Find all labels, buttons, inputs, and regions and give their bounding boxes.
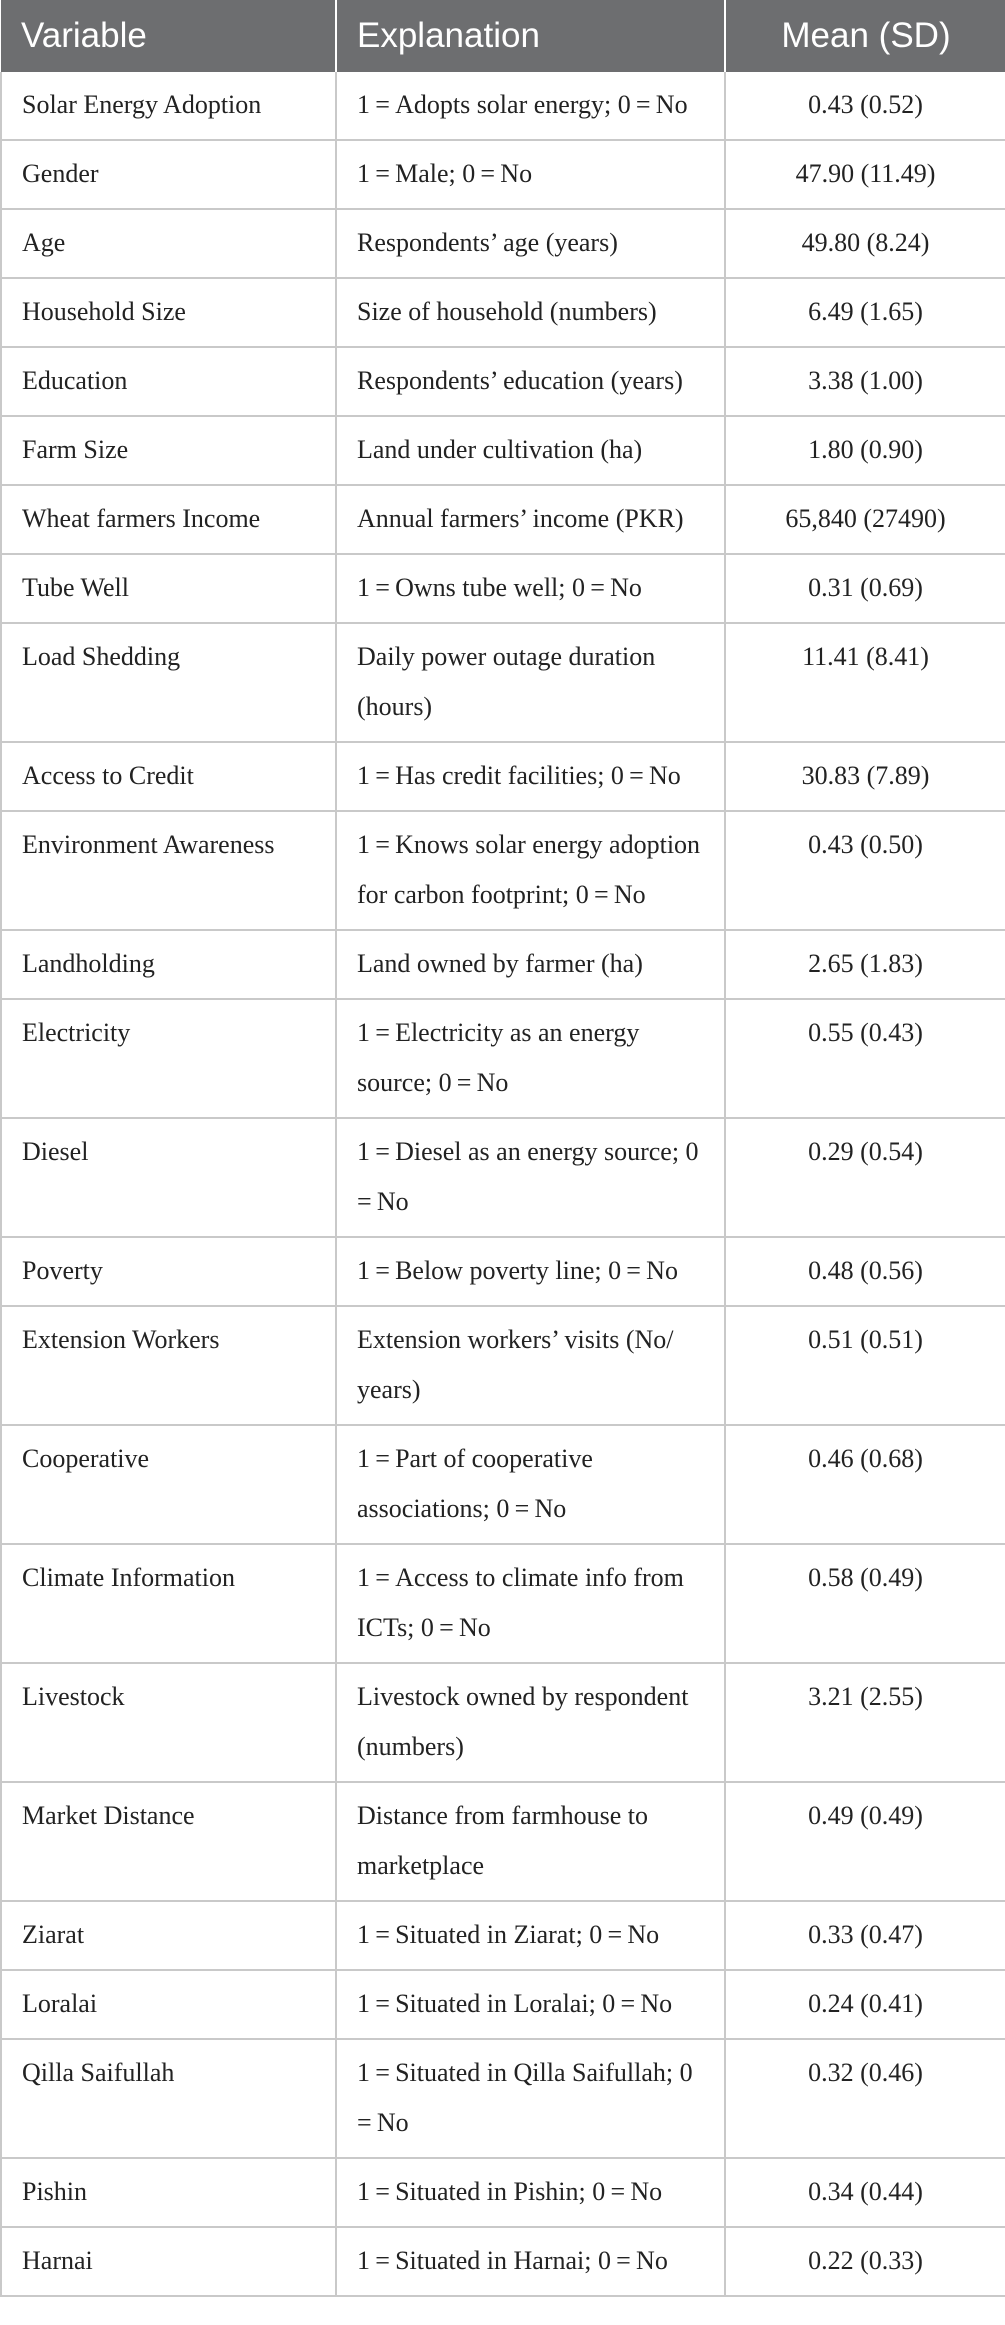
header-row	[1, 0, 1005, 72]
table-row	[1, 742, 1005, 811]
cell-variable: Load Shedding	[1, 623, 336, 742]
cell-variable: Climate Information	[1, 1544, 336, 1663]
cell-mean-sd: 0.32 (0.46)	[725, 2039, 1005, 2158]
header-variable: Variable	[1, 0, 336, 72]
cell-explanation: 1 = Has credit facilities; 0 = No	[336, 742, 725, 811]
table-row	[1, 72, 1005, 140]
cell-explanation: Extension workers’ visits (No/ years)	[336, 1306, 725, 1425]
cell-variable: Loralai	[1, 1970, 336, 2039]
cell-mean-sd: 65,840 (27490)	[725, 485, 1005, 554]
cell-explanation: Land under cultivation (ha)	[336, 416, 725, 485]
cell-explanation: 1 = Knows solar energy adoption for carbon footprint; 0 = No	[336, 811, 725, 930]
cell-explanation: 1 = Part of cooperative associations; 0 = No	[336, 1425, 725, 1544]
cell-mean-sd: 0.22 (0.33)	[725, 2227, 1005, 2296]
cell-mean-sd: 49.80 (8.24)	[725, 209, 1005, 278]
table-row	[1, 554, 1005, 623]
cell-mean-sd: 0.34 (0.44)	[725, 2158, 1005, 2227]
table-row	[1, 1425, 1005, 1544]
table-body	[1, 72, 1005, 2296]
table-header	[1, 0, 1005, 72]
cell-variable: Harnai	[1, 2227, 336, 2296]
table-row	[1, 2227, 1005, 2296]
cell-explanation: 1 = Below poverty line; 0 = No	[336, 1237, 725, 1306]
cell-explanation: 1 = Owns tube well; 0 = No	[336, 554, 725, 623]
header-explanation: Explanation	[336, 0, 725, 72]
cell-explanation: 1 = Adopts solar energy; 0 = No	[336, 72, 725, 140]
cell-mean-sd: 6.49 (1.65)	[725, 278, 1005, 347]
table-row	[1, 1237, 1005, 1306]
cell-explanation: 1 = Situated in Qilla Saifullah; 0 = No	[336, 2039, 725, 2158]
cell-variable: Electricity	[1, 999, 336, 1118]
cell-variable: Extension Workers	[1, 1306, 336, 1425]
cell-mean-sd: 2.65 (1.83)	[725, 930, 1005, 999]
cell-variable: Livestock	[1, 1663, 336, 1782]
cell-variable: Poverty	[1, 1237, 336, 1306]
cell-explanation: 1 = Situated in Harnai; 0 = No	[336, 2227, 725, 2296]
table-row	[1, 347, 1005, 416]
table-row	[1, 416, 1005, 485]
table-row	[1, 1663, 1005, 1782]
cell-mean-sd: 0.43 (0.50)	[725, 811, 1005, 930]
cell-mean-sd: 0.29 (0.54)	[725, 1118, 1005, 1237]
cell-variable: Landholding	[1, 930, 336, 999]
cell-mean-sd: 0.43 (0.52)	[725, 72, 1005, 140]
cell-mean-sd: 0.55 (0.43)	[725, 999, 1005, 1118]
cell-explanation: Livestock owned by respondent (numbers)	[336, 1663, 725, 1782]
cell-mean-sd: 0.46 (0.68)	[725, 1425, 1005, 1544]
cell-variable: Pishin	[1, 2158, 336, 2227]
cell-explanation: 1 = Male; 0 = No	[336, 140, 725, 209]
cell-variable: Age	[1, 209, 336, 278]
cell-mean-sd: 30.83 (7.89)	[725, 742, 1005, 811]
cell-explanation: Land owned by farmer (ha)	[336, 930, 725, 999]
cell-variable: Environment Awareness	[1, 811, 336, 930]
cell-mean-sd: 0.48 (0.56)	[725, 1237, 1005, 1306]
cell-mean-sd: 0.58 (0.49)	[725, 1544, 1005, 1663]
table-row	[1, 1118, 1005, 1237]
cell-variable: Ziarat	[1, 1901, 336, 1970]
cell-mean-sd: 11.41 (8.41)	[725, 623, 1005, 742]
table-row	[1, 1306, 1005, 1425]
table-row	[1, 811, 1005, 930]
cell-mean-sd: 3.21 (2.55)	[725, 1663, 1005, 1782]
cell-explanation: Respondents’ education (years)	[336, 347, 725, 416]
table-row	[1, 1544, 1005, 1663]
table-row	[1, 278, 1005, 347]
cell-explanation: Size of household (numbers)	[336, 278, 725, 347]
cell-mean-sd: 1.80 (0.90)	[725, 416, 1005, 485]
cell-explanation: 1 = Electricity as an energy source; 0 = No	[336, 999, 725, 1118]
table-row	[1, 1782, 1005, 1901]
cell-variable: Solar Energy Adoption	[1, 72, 336, 140]
table-row	[1, 1970, 1005, 2039]
cell-explanation: Distance from farmhouse to marketplace	[336, 1782, 725, 1901]
cell-mean-sd: 0.33 (0.47)	[725, 1901, 1005, 1970]
cell-mean-sd: 0.24 (0.41)	[725, 1970, 1005, 2039]
cell-explanation: Daily power outage duration (hours)	[336, 623, 725, 742]
cell-variable: Access to Credit	[1, 742, 336, 811]
table-row	[1, 485, 1005, 554]
cell-variable: Tube Well	[1, 554, 336, 623]
table-row	[1, 930, 1005, 999]
cell-explanation: 1 = Access to climate info from ICTs; 0 = No	[336, 1544, 725, 1663]
cell-explanation: 1 = Diesel as an energy source; 0 = No	[336, 1118, 725, 1237]
cell-explanation: 1 = Situated in Ziarat; 0 = No	[336, 1901, 725, 1970]
cell-variable: Qilla Saifullah	[1, 2039, 336, 2158]
table-row	[1, 623, 1005, 742]
table-row	[1, 999, 1005, 1118]
cell-mean-sd: 0.31 (0.69)	[725, 554, 1005, 623]
cell-explanation: Annual farmers’ income (PKR)	[336, 485, 725, 554]
cell-variable: Diesel	[1, 1118, 336, 1237]
table-row	[1, 2039, 1005, 2158]
cell-explanation: Respondents’ age (years)	[336, 209, 725, 278]
cell-mean-sd: 3.38 (1.00)	[725, 347, 1005, 416]
header-mean-sd: Mean (SD)	[725, 0, 1005, 72]
cell-explanation: 1 = Situated in Pishin; 0 = No	[336, 2158, 725, 2227]
cell-variable: Gender	[1, 140, 336, 209]
cell-variable: Farm Size	[1, 416, 336, 485]
cell-explanation: 1 = Situated in Loralai; 0 = No	[336, 1970, 725, 2039]
cell-variable: Wheat farmers Income	[1, 485, 336, 554]
cell-variable: Market Distance	[1, 1782, 336, 1901]
cell-mean-sd: 0.51 (0.51)	[725, 1306, 1005, 1425]
table-row	[1, 209, 1005, 278]
table-row	[1, 1901, 1005, 1970]
cell-variable: Household Size	[1, 278, 336, 347]
cell-mean-sd: 47.90 (11.49)	[725, 140, 1005, 209]
table-row	[1, 140, 1005, 209]
table-row	[1, 2158, 1005, 2227]
cell-variable: Education	[1, 347, 336, 416]
cell-variable: Cooperative	[1, 1425, 336, 1544]
cell-mean-sd: 0.49 (0.49)	[725, 1782, 1005, 1901]
